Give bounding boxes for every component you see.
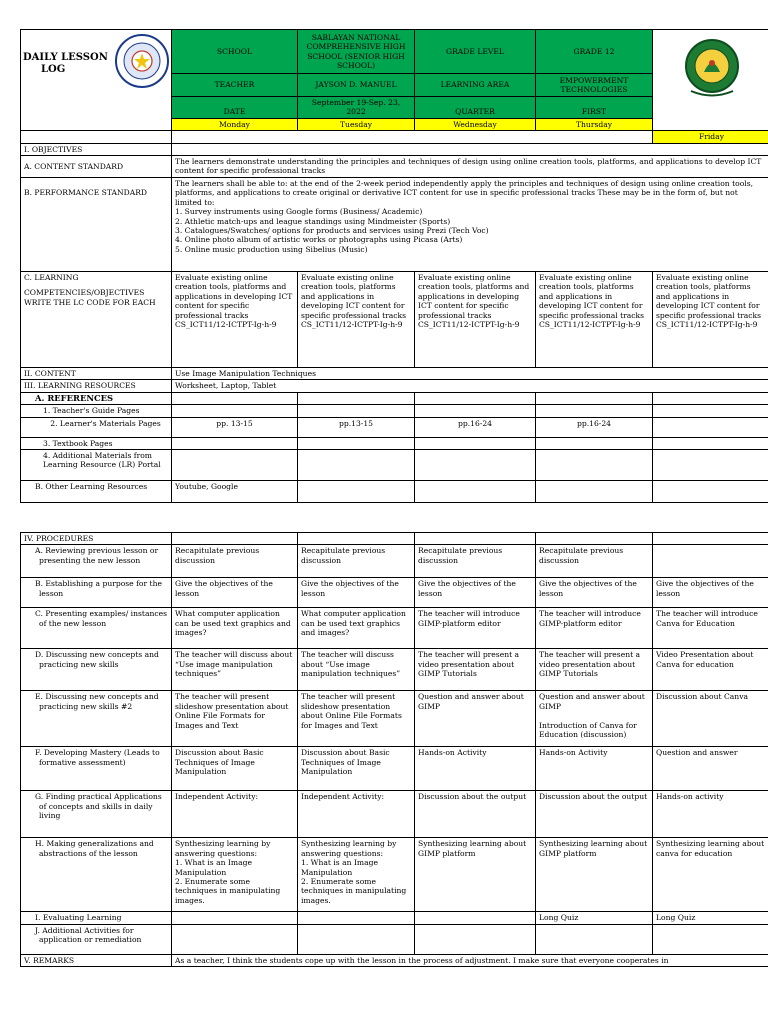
dll-title-cell — [21, 30, 172, 131]
procedure-cell-monday: What computer application can be used text graphics and images? — [172, 608, 298, 649]
procedure-label: D. Discussing new concepts and practicing new skills — [21, 649, 172, 691]
procedure-cell-monday: Discussion about Basic Techniques of Image Manipulation — [172, 747, 298, 791]
dll-title-line2: LOG — [41, 64, 66, 75]
spacer-cell — [21, 131, 172, 143]
procedures-title: IV. PROCEDURES — [21, 533, 172, 545]
procedure-label: B. Establishing a purpose for the lesson — [21, 578, 172, 608]
competencies-label-line1: C. LEARNING — [24, 273, 79, 283]
empty-cell — [172, 392, 298, 404]
date-label: DATE — [172, 97, 298, 119]
competencies-label-line2: COMPETENCIES/OBJECTIVES WRITE THE LC CODE FOR EACH — [24, 288, 156, 307]
table-row — [21, 838, 768, 912]
empty-cell — [415, 533, 536, 545]
remarks-label: V. REMARKS — [21, 954, 172, 966]
learning-area-label: LEARNING AREA — [415, 74, 536, 97]
empty-cell — [298, 437, 415, 449]
procedure-cell-tuesday: Give the objectives of the lesson — [298, 578, 415, 608]
table-row — [21, 791, 768, 838]
school-label: SCHOOL — [172, 30, 298, 74]
textbook-label: 3. Textbook Pages — [21, 437, 172, 449]
empty-cell — [653, 405, 768, 417]
procedure-cell-friday: Hands-on activity — [653, 791, 768, 838]
procedure-cell-tuesday: The teacher will present slideshow presentation about Online File Formats for Images and Text — [298, 691, 415, 747]
list-item: 5. Online music production using Sibelius (Music) — [175, 244, 368, 254]
procedure-cell-wednesday: Recapitulate previous discussion — [415, 545, 536, 578]
procedure-cell-tuesday: Independent Activity: — [298, 791, 415, 838]
empty-cell — [653, 481, 768, 503]
teacher-value: JAYSON D. MANUEL — [298, 74, 415, 97]
dll-header-and-objectives-table — [20, 29, 768, 503]
procedure-cell-thursday: Discussion about the output — [536, 791, 653, 838]
quarter-label: QUARTER — [415, 97, 536, 119]
procedure-cell-thursday: Synthesizing learning about GIMP platform — [536, 838, 653, 912]
procedure-cell-wednesday: Give the objectives of the lesson — [415, 578, 536, 608]
procedure-cell-tuesday: Discussion about Basic Techniques of Image Manipulation — [298, 747, 415, 791]
empty-cell — [415, 392, 536, 404]
day-tuesday: Tuesday — [298, 118, 415, 130]
dll-procedures-table — [20, 532, 768, 967]
dll-title-line1: DAILY LESSON — [23, 52, 108, 63]
procedures-rows — [21, 545, 768, 954]
procedure-cell-friday: Long Quiz — [653, 912, 768, 924]
table-row — [21, 912, 768, 924]
empty-cell — [415, 437, 536, 449]
procedure-cell-monday — [172, 924, 298, 954]
table-row — [21, 747, 768, 791]
procedure-label: H. Making generalizations and abstractions of the lesson — [21, 838, 172, 912]
remarks-value: As a teacher, I think the students cope up with the lesson in the process of adjustment. I make sure that everyone cooperates in — [172, 954, 768, 966]
procedure-cell-friday: Discussion about Canva — [653, 691, 768, 747]
empty-cell — [415, 450, 536, 481]
content-standard-label: A. CONTENT STANDARD — [21, 156, 172, 178]
teachers-guide-label: 1. Teacher's Guide Pages — [21, 405, 172, 417]
date-value: September 19-Sep. 23, 2022 — [298, 97, 415, 119]
procedure-label: A. Reviewing previous lesson or presenting the new lesson — [21, 545, 172, 578]
school-value: SABLAYAN NATIONAL COMPREHENSIVE HIGH SCHOOL (SENIOR HIGH SCHOOL) — [298, 30, 415, 74]
table-row — [21, 545, 768, 578]
learners-materials-wednesday: pp.16-24 — [415, 417, 536, 437]
table-row — [21, 649, 768, 691]
procedure-cell-monday: Synthesizing learning by answering questions: 1. What is an Image Manipulation 2. Enumerate some techniques in manipulating images. — [172, 838, 298, 912]
procedure-cell-thursday: Long Quiz — [536, 912, 653, 924]
procedure-cell-thursday: Hands-on Activity — [536, 747, 653, 791]
resources-label: III. LEARNING RESOURCES — [21, 380, 172, 392]
teacher-label: TEACHER — [172, 74, 298, 97]
procedure-cell-thursday: Give the objectives of the lesson — [536, 578, 653, 608]
procedure-cell-wednesday — [415, 924, 536, 954]
empty-cell — [298, 481, 415, 503]
procedure-cell-friday: Video Presentation about Canva for education — [653, 649, 768, 691]
procedure-cell-monday — [172, 912, 298, 924]
procedure-cell-friday — [653, 545, 768, 578]
day-thursday: Thursday — [536, 118, 653, 130]
performance-standard-label: B. PERFORMANCE STANDARD — [21, 178, 172, 272]
empty-cell — [653, 437, 768, 449]
procedure-cell-thursday: Question and answer about GIMP Introduction of Canva for Education (discussion) — [536, 691, 653, 747]
procedure-cell-tuesday: Recapitulate previous discussion — [298, 545, 415, 578]
procedure-cell-friday: Question and answer — [653, 747, 768, 791]
other-resources-value: Youtube, Google — [172, 481, 298, 503]
table-row — [21, 924, 768, 954]
procedure-cell-tuesday — [298, 924, 415, 954]
empty-cell — [172, 437, 298, 449]
procedure-cell-wednesday: The teacher will present a video presentation about GIMP Tutorials — [415, 649, 536, 691]
quarter-value: FIRST — [536, 97, 653, 119]
empty-cell — [298, 392, 415, 404]
procedure-cell-friday — [653, 924, 768, 954]
performance-standard-list — [175, 207, 767, 254]
grade-label: GRADE LEVEL — [415, 30, 536, 74]
procedure-cell-wednesday: Hands-on Activity — [415, 747, 536, 791]
learners-materials-friday — [653, 417, 768, 437]
learning-area-value: EMPOWERMENT TECHNOLOGIES — [536, 74, 653, 97]
procedure-cell-thursday: The teacher will introduce GIMP-platform editor — [536, 608, 653, 649]
competency-wednesday: Evaluate existing online creation tools, platforms and applications in developing ICT content for specific professional tracks CS_ICT11/12-ICTPT-Ig-h-9 — [415, 272, 536, 368]
competency-monday: Evaluate existing online creation tools, platforms and applications in developing ICT content for specific professional tracks CS_ICT11/12-ICTPT-Ig-h-9 — [172, 272, 298, 368]
procedure-cell-friday: Synthesizing learning about canva for education — [653, 838, 768, 912]
procedure-cell-monday: The teacher will discuss about “Use image manipulation techniques” — [172, 649, 298, 691]
procedure-cell-tuesday: What computer application can be used text graphics and images? — [298, 608, 415, 649]
additional-materials-label: 4. Additional Materials from Learning Resource (LR) Portal — [21, 450, 172, 481]
procedure-cell-thursday: Recapitulate previous discussion — [536, 545, 653, 578]
empty-cell — [298, 533, 415, 545]
procedure-cell-monday: Independent Activity: — [172, 791, 298, 838]
empty-cell — [653, 533, 768, 545]
procedure-label: E. Discussing new concepts and practicing new skills #2 — [21, 691, 172, 747]
learners-materials-thursday: pp.16-24 — [536, 417, 653, 437]
content-label: II. CONTENT — [21, 368, 172, 380]
learners-materials-tuesday: pp.13-15 — [298, 417, 415, 437]
procedure-cell-wednesday: The teacher will introduce GIMP-platform editor — [415, 608, 536, 649]
resources-value: Worksheet, Laptop, Tablet — [172, 380, 768, 392]
content-standard-text: The learners demonstrate understanding the principles and techniques of design using online creation tools, platforms, and applications to develop ICT content for specific professional tracks — [172, 156, 768, 178]
procedure-cell-friday: Give the objectives of the lesson — [653, 578, 768, 608]
empty-cell — [415, 405, 536, 417]
procedure-cell-thursday: The teacher will present a video presentation about GIMP Tutorials — [536, 649, 653, 691]
objectives-title-fill — [172, 143, 768, 155]
grade-value: GRADE 12 — [536, 30, 653, 74]
table-row — [21, 691, 768, 747]
empty-cell — [172, 450, 298, 481]
learners-materials-monday: pp. 13-15 — [172, 417, 298, 437]
empty-cell — [536, 450, 653, 481]
procedure-cell-tuesday — [298, 912, 415, 924]
procedure-cell-thursday — [536, 924, 653, 954]
procedure-cell-tuesday: Synthesizing learning by answering questions: 1. What is an Image Manipulation 2. Enumerate some techniques in manipulating images. — [298, 838, 415, 912]
empty-cell — [536, 481, 653, 503]
list-item: 1. Survey instruments using Google forms (Business/ Academic) — [175, 207, 423, 217]
performance-standard-intro: The learners shall be able to: at the end of the 2-week period independently apply the principles and techniques of design using online creation tools, platforms, and applications to create original or derivative ICT content for use in specific professional tracks These may be in the form of, but not limited to: — [175, 179, 754, 207]
empty-cell — [172, 405, 298, 417]
procedure-cell-wednesday: Question and answer about GIMP — [415, 691, 536, 747]
empty-cell — [298, 405, 415, 417]
empty-cell — [536, 405, 653, 417]
day-monday: Monday — [172, 118, 298, 130]
procedure-cell-monday: Recapitulate previous discussion — [172, 545, 298, 578]
competencies-label-cell — [21, 272, 172, 368]
competency-tuesday: Evaluate existing online creation tools, platforms and applications in developing ICT content for specific professional tracks CS_ICT11/12-ICTPT-Ig-h-9 — [298, 272, 415, 368]
empty-cell — [298, 450, 415, 481]
table-row — [21, 578, 768, 608]
procedure-cell-wednesday: Discussion about the output — [415, 791, 536, 838]
school-seal-logo — [685, 36, 739, 100]
competency-friday: Evaluate existing online creation tools, platforms and applications in developing ICT content for specific professional tracks CS_ICT11/12-ICTPT-Ig-h-9 — [653, 272, 768, 368]
list-item: 4. Online photo album of artistic works or photographs using Picasa (Arts) — [175, 235, 463, 245]
learners-materials-label: 2. Learner's Materials Pages — [21, 417, 172, 437]
procedure-cell-monday: Give the objectives of the lesson — [172, 578, 298, 608]
empty-cell — [653, 392, 768, 404]
procedure-cell-tuesday: The teacher will discuss about “Use image manipulation techniques” — [298, 649, 415, 691]
procedure-cell-wednesday — [415, 912, 536, 924]
procedure-cell-monday: The teacher will present slideshow presentation about Online File Formats for Images and Text — [172, 691, 298, 747]
day-friday: Friday — [653, 131, 768, 143]
procedure-label: C. Presenting examples/ instances of the new lesson — [21, 608, 172, 649]
empty-cell — [536, 392, 653, 404]
deped-seal-logo — [115, 34, 169, 88]
competency-thursday: Evaluate existing online creation tools, platforms and applications in developing ICT content for specific professional tracks CS_ICT11/12-ICTPT-Ig-h-9 — [536, 272, 653, 368]
references-label: A. REFERENCES — [21, 392, 172, 404]
performance-standard-cell — [172, 178, 768, 272]
empty-cell — [653, 450, 768, 481]
procedure-label: F. Developing Mastery (Leads to formative assessment) — [21, 747, 172, 791]
spacer-cell — [172, 131, 653, 143]
empty-cell — [172, 533, 298, 545]
table-row — [21, 608, 768, 649]
other-resources-label: B. Other Learning Resources — [21, 481, 172, 503]
list-item: 2. Athletic match-ups and league standings using Mindmeister (Sports) — [175, 216, 451, 226]
empty-cell — [536, 533, 653, 545]
procedure-cell-friday: The teacher will introduce Canva for Education — [653, 608, 768, 649]
empty-cell — [536, 437, 653, 449]
list-item: 3. Catalogues/Swatches/ options for products and services using Prezi (Tech Voc) — [175, 226, 489, 236]
objectives-title: I. OBJECTIVES — [21, 143, 172, 155]
procedure-cell-wednesday: Synthesizing learning about GIMP platform — [415, 838, 536, 912]
procedure-label: I. Evaluating Learning — [21, 912, 172, 924]
content-value: Use Image Manipulation Techniques — [172, 368, 768, 380]
school-logo-cell — [653, 30, 768, 131]
procedure-label: J. Additional Activities for application or remediation — [21, 924, 172, 954]
empty-cell — [415, 481, 536, 503]
procedure-label: G. Finding practical Applications of concepts and skills in daily living — [21, 791, 172, 838]
day-wednesday: Wednesday — [415, 118, 536, 130]
